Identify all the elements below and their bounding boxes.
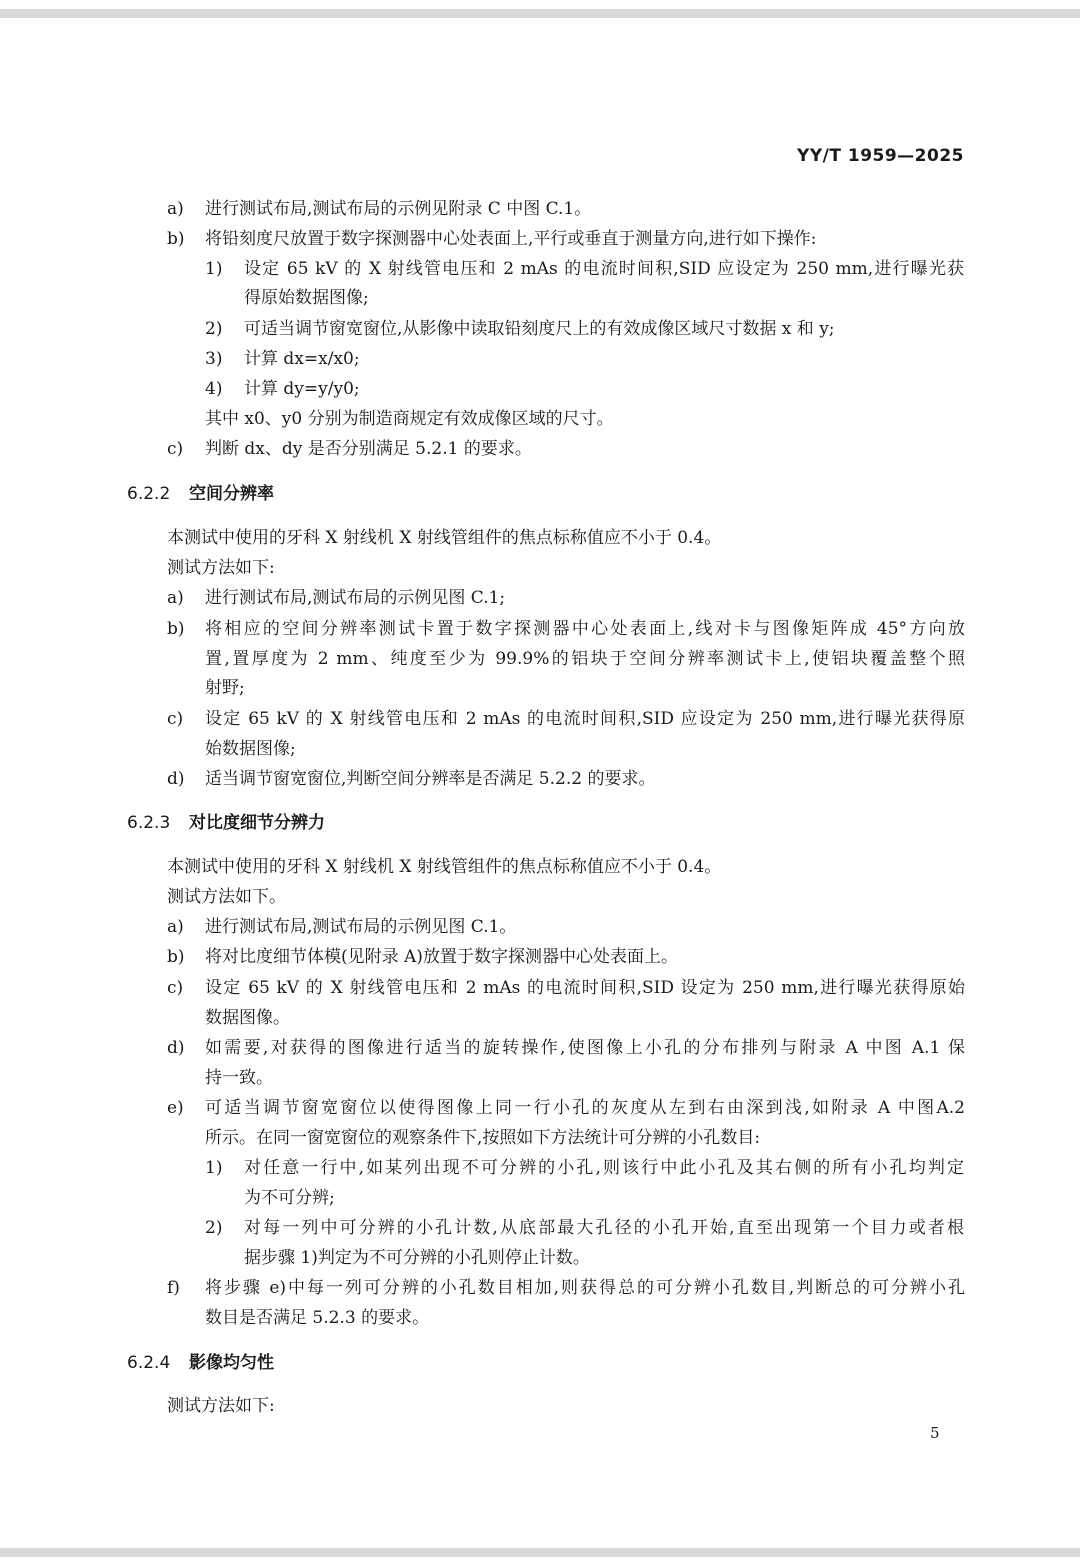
list-marker: c)	[167, 709, 184, 729]
list-marker: 4)	[205, 379, 223, 399]
text-line: 测试方法如下。	[167, 887, 286, 907]
text-line: 所示。在同一窗宽窗位的观察条件下,按照如下方法统计可分辨的小孔数目:	[205, 1128, 761, 1148]
list-marker: 2)	[205, 1218, 223, 1238]
text-line: 适当调节窗宽窗位,判断空间分辨率是否满足 5.2.2 的要求。	[205, 769, 656, 789]
text-line: 进行测试布局,测试布局的示例见图 C.1。	[205, 917, 517, 937]
list-marker: 3)	[205, 349, 223, 369]
section-number: 6.2.4	[127, 1353, 171, 1373]
list-marker: a)	[167, 917, 184, 937]
text-line: 进行测试布局,测试布局的示例见附录 C 中图 C.1。	[205, 199, 592, 219]
text-line: 数据图像。	[205, 1008, 290, 1028]
list-marker: d)	[167, 1038, 185, 1058]
standard-number: YY/T 1959—2025	[797, 146, 964, 166]
section-title: 对比度细节分辨力	[189, 813, 325, 833]
list-marker: e)	[167, 1098, 184, 1118]
text-line: 进行测试布局,测试布局的示例见图 C.1;	[205, 588, 506, 608]
list-marker: f)	[167, 1278, 180, 1298]
text-line: 可适当调节窗宽窗位,从影像中读取铅刻度尺上的有效成像区域尺寸数据 x 和 y;	[244, 319, 835, 339]
text-line: 将对比度细节体模(见附录 A)放置于数字探测器中心处表面上。	[205, 947, 678, 967]
list-marker: 1)	[205, 259, 223, 279]
text-line: 如需要,对获得的图像进行适当的旋转操作,使图像上小孔的分布排列与附录 A 中图 A.1 保	[205, 1038, 965, 1058]
bottom-border	[0, 1548, 1080, 1557]
list-marker: 1)	[205, 1158, 223, 1178]
text-line: 得原始数据图像;	[244, 288, 369, 308]
page-number: 5	[930, 1424, 940, 1442]
text-line: 始数据图像;	[205, 739, 296, 759]
text-line: 数目是否满足 5.2.3 的要求。	[205, 1308, 430, 1328]
text-line: 测试方法如下:	[167, 1396, 275, 1416]
text-line: 设定 65 kV 的 X 射线管电压和 2 mAs 的电流时间积,SID 设定为 250 mm,进行曝光获得原始	[205, 978, 965, 998]
text-line: 本测试中使用的牙科 X 射线机 X 射线管组件的焦点标称值应不小于 0.4。	[167, 528, 722, 548]
text-line: 判断 dx、dy 是否分别满足 5.2.1 的要求。	[205, 439, 532, 459]
text-line: 设定 65 kV 的 X 射线管电压和 2 mAs 的电流时间积,SID 应设定为 250 mm,进行曝光获	[244, 259, 964, 279]
text-line: 将铅刻度尺放置于数字探测器中心处表面上,平行或垂直于测量方向,进行如下操作:	[205, 229, 817, 249]
list-marker: b)	[167, 229, 185, 249]
text-line: 对每一列中可分辨的小孔计数,从底部最大孔径的小孔开始,直至出现第一个目力或者根	[244, 1218, 964, 1238]
section-title: 空间分辨率	[189, 484, 274, 504]
top-border	[0, 9, 1080, 18]
list-marker: b)	[167, 947, 185, 967]
text-line: 射野;	[205, 678, 245, 698]
text-line: 据步骤 1)判定为不可分辨的小孔则停止计数。	[244, 1248, 590, 1268]
list-marker: d)	[167, 769, 185, 789]
section-heading	[127, 483, 274, 505]
section-title: 影像均匀性	[189, 1353, 274, 1373]
text-line: 测试方法如下:	[167, 558, 275, 578]
text-line: 设定 65 kV 的 X 射线管电压和 2 mAs 的电流时间积,SID 应设定为 250 mm,进行曝光获得原	[205, 709, 965, 729]
list-marker: c)	[167, 978, 184, 998]
list-marker: a)	[167, 588, 184, 608]
list-marker: b)	[167, 619, 185, 639]
text-line: 持一致。	[205, 1068, 273, 1088]
section-heading	[127, 812, 325, 834]
text-line: 将步骤 e)中每一列可分辨的小孔数目相加,则获得总的可分辨小孔数目,判断总的可分辨小孔	[205, 1278, 965, 1298]
text-line: 计算 dy=y/y0;	[244, 379, 360, 399]
text-line: 可适当调节窗宽窗位以使得图像上同一行小孔的灰度从左到右由深到浅,如附录 A 中图A.2	[205, 1098, 965, 1118]
list-marker: c)	[167, 439, 184, 459]
text-line: 本测试中使用的牙科 X 射线机 X 射线管组件的焦点标称值应不小于 0.4。	[167, 857, 722, 877]
text-line: 置,置厚度为 2 mm、纯度至少为 99.9%的铝块于空间分辨率测试卡上,使铝块覆盖整个照	[205, 649, 965, 669]
list-marker: a)	[167, 199, 184, 219]
text-line: 计算 dx=x/x0;	[244, 349, 360, 369]
section-heading	[127, 1352, 274, 1374]
text-line: 其中 x0、y0 分别为制造商规定有效成像区域的尺寸。	[205, 409, 614, 429]
text-line: 为不可分辨;	[244, 1188, 335, 1208]
section-number: 6.2.2	[127, 484, 171, 504]
text-line: 将相应的空间分辨率测试卡置于数字探测器中心处表面上,线对卡与图像矩阵成 45°方向放	[205, 619, 965, 639]
section-number: 6.2.3	[127, 813, 171, 833]
text-line: 对任意一行中,如某列出现不可分辨的小孔,则该行中此小孔及其右侧的所有小孔均判定	[244, 1158, 964, 1178]
list-marker: 2)	[205, 319, 223, 339]
